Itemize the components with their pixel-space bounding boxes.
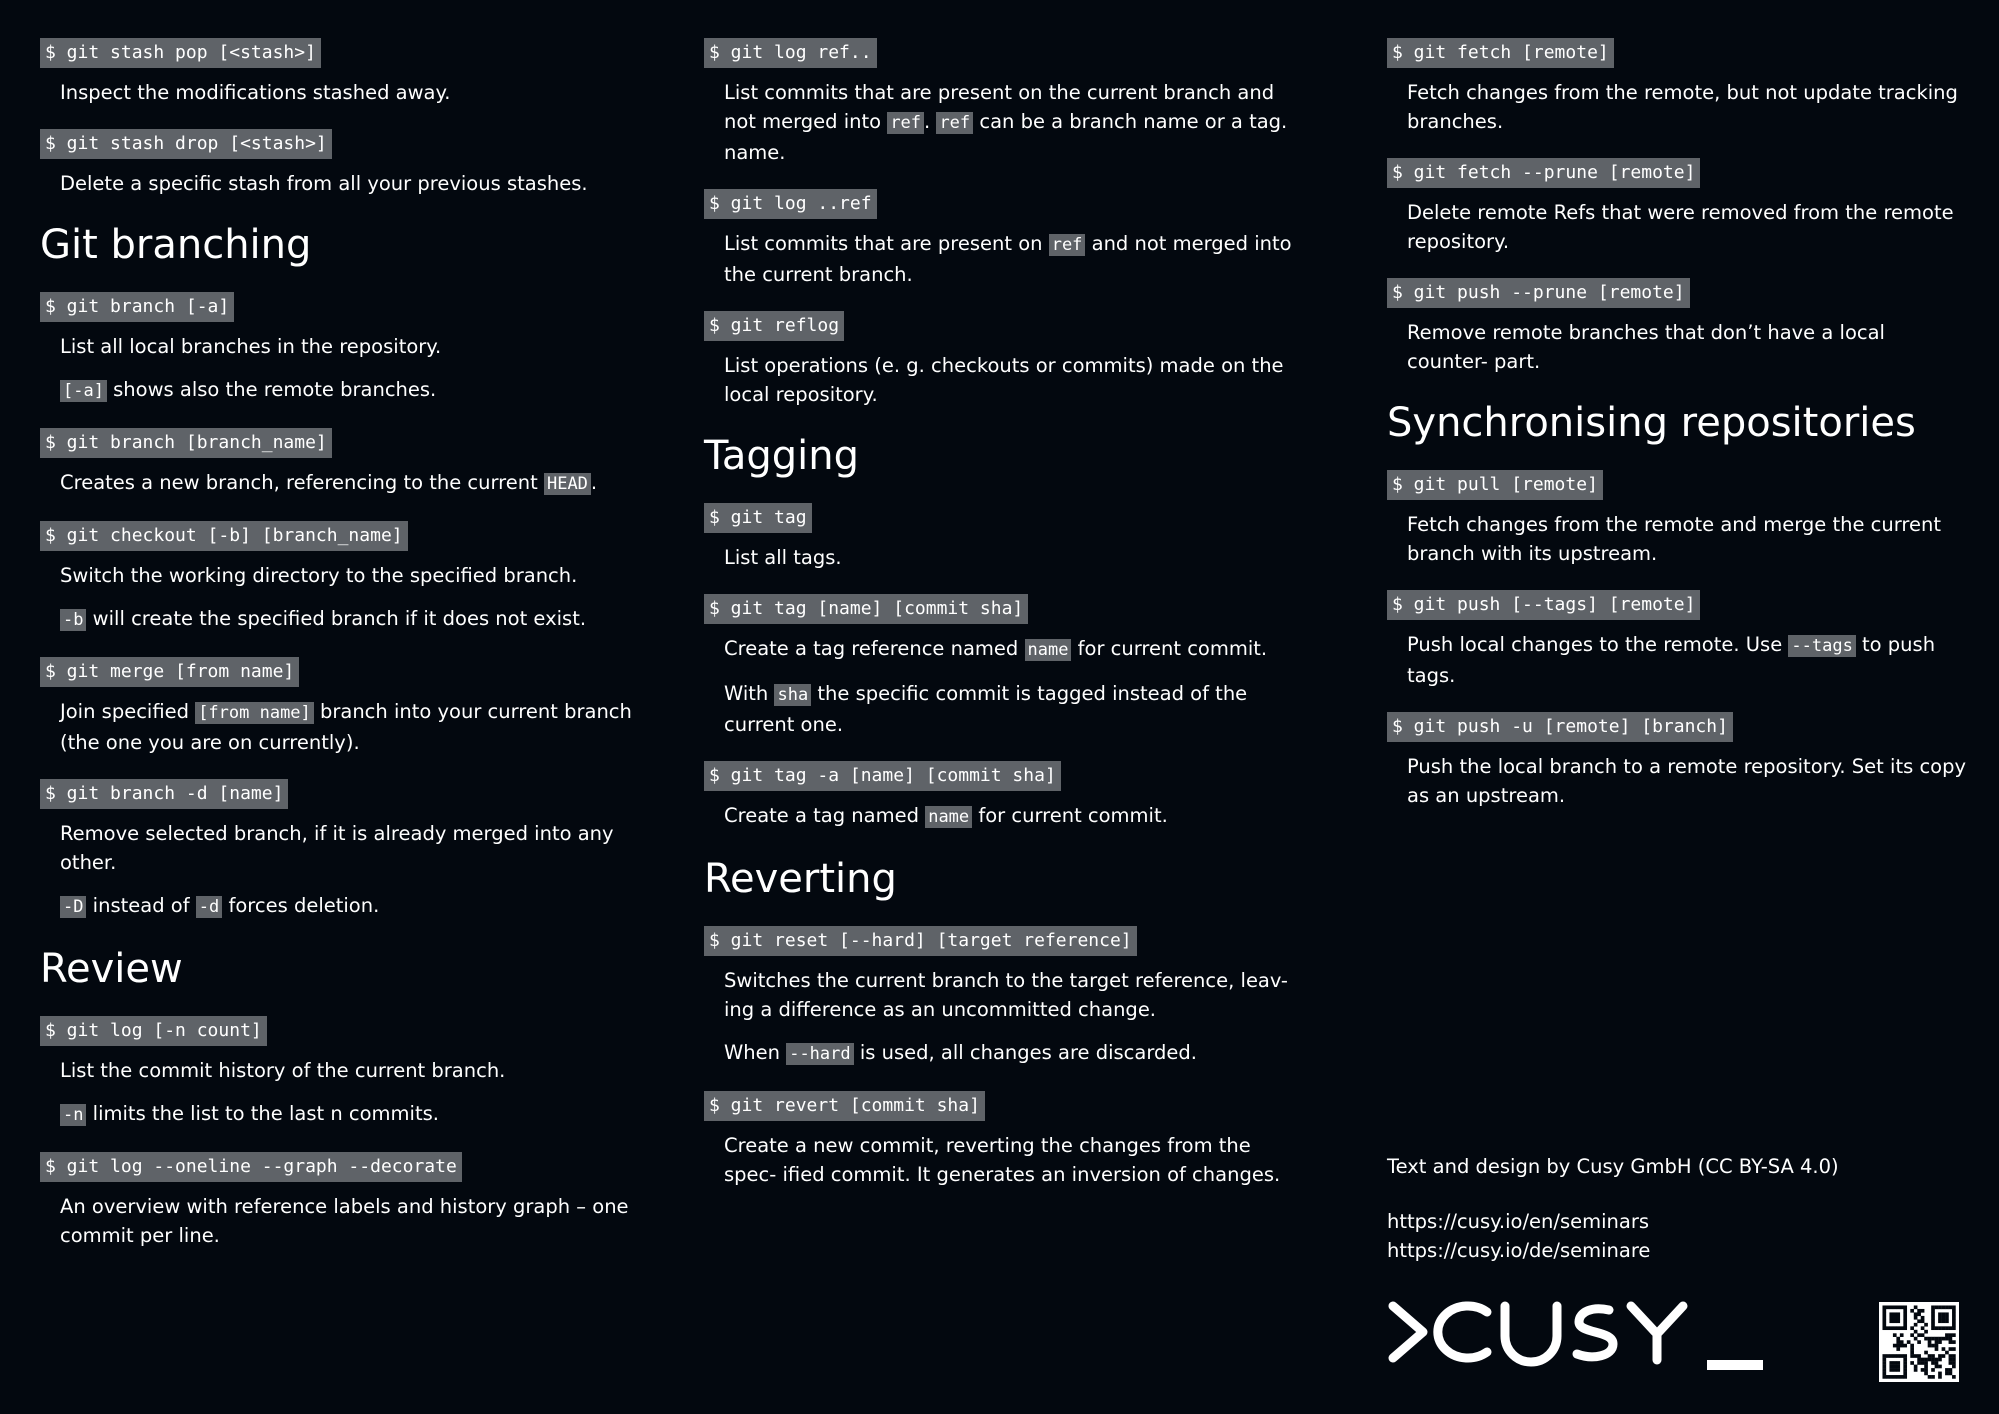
command-description: Push the local branch to a remote repository. Set its copy as an upstream. — [1407, 755, 1967, 807]
command-entry — [704, 926, 1304, 1069]
command-description: [-a] shows also the remote branches. — [60, 375, 640, 406]
command-git-log-ref: $ git log ..ref — [704, 189, 877, 219]
command-entry — [1387, 470, 1967, 568]
inline-code: HEAD — [544, 473, 591, 495]
inline-code: sha — [774, 684, 811, 706]
command-description: -n limits the list to the last n commits. — [60, 1099, 640, 1130]
command-entry — [704, 38, 1304, 167]
command-entry — [1387, 158, 1967, 256]
qr-code-icon — [1879, 1302, 1959, 1382]
command-entry — [1387, 712, 1967, 810]
command-description: Create a new commit, reverting the changes from the spec- ified commit. It generates an inversion of changes. — [724, 1134, 1281, 1186]
column-left — [40, 38, 640, 1272]
command-entry — [1387, 38, 1967, 136]
command-git-push-tags-remote: $ git push [--tags] [remote] — [1387, 590, 1700, 620]
command-description: List commits that are present on the current branch and not merged into ref . ref can be a branch name or a tag. name. — [724, 81, 1288, 164]
command-description: Delete remote Refs that were removed from the remote repository. — [1407, 201, 1954, 253]
credit-text: Text and design by Cusy GmbH (CC BY-SA 4.0) — [1387, 1155, 1839, 1178]
command-git-reset-hard-target-reference: $ git reset [--hard] [target reference] — [704, 926, 1137, 956]
inline-code: ref — [1049, 234, 1086, 256]
command-git-pull-remote: $ git pull [remote] — [1387, 470, 1603, 500]
command-git-log-n-count: $ git log [-n count] — [40, 1016, 267, 1046]
command-description: List commits that are present on ref and not merged into the current branch. — [724, 232, 1292, 286]
command-git-branch-a: $ git branch [-a] — [40, 292, 234, 322]
inline-code: --hard — [786, 1043, 853, 1065]
inline-code: -n — [60, 1104, 86, 1126]
command-description: Inspect the modifications stashed away. — [60, 81, 451, 104]
cusy-logo — [1387, 1300, 1767, 1384]
command-description: Switches the current branch to the target reference, leav- ing a difference as an uncommitted change. — [724, 969, 1288, 1021]
column-middle — [704, 38, 1304, 1211]
inline-code: name — [925, 806, 972, 828]
command-entry — [40, 1152, 640, 1250]
command-description: Create a tag named name for current commit. — [724, 804, 1168, 827]
inline-code: -d — [196, 896, 222, 918]
command-description: Switch the working directory to the specified branch. — [60, 564, 578, 587]
command-description: Push local changes to the remote. Use --tags to push tags. — [1407, 633, 1936, 687]
command-git-revert-commit-sha: $ git revert [commit sha] — [704, 1091, 985, 1121]
column-right — [1387, 38, 1967, 832]
section-heading-reverting: Reverting — [704, 856, 897, 902]
command-git-push-prune-remote: $ git push --prune [remote] — [1387, 278, 1690, 308]
command-entry — [40, 428, 640, 499]
inline-code: [-a] — [60, 380, 107, 402]
command-git-checkout-b-branch-name: $ git checkout [-b] [branch_name] — [40, 521, 408, 551]
command-description: Create a tag reference named name for current commit. — [724, 637, 1268, 660]
command-entry — [1387, 590, 1967, 690]
command-git-log-oneline-graph-decorate: $ git log --oneline --graph --decorate — [40, 1152, 462, 1182]
inline-code: name — [1025, 639, 1072, 661]
command-entry — [40, 521, 640, 635]
command-git-tag-a-name-commit-sha: $ git tag -a [name] [commit sha] — [704, 761, 1061, 791]
command-entry — [40, 1016, 640, 1130]
command-entry — [40, 129, 640, 198]
command-entry — [704, 594, 1304, 739]
command-description: Fetch changes from the remote, but not update tracking branches. — [1407, 81, 1958, 133]
command-git-tag-name-commit-sha: $ git tag [name] [commit sha] — [704, 594, 1028, 624]
command-description: An overview with reference labels and history graph – one commit per line. — [60, 1195, 629, 1247]
inline-code: ref — [936, 112, 973, 134]
command-entry — [1387, 278, 1967, 376]
command-git-merge-from-name: $ git merge [from name] — [40, 657, 299, 687]
inline-code: --tags — [1788, 635, 1855, 657]
command-entry — [40, 292, 640, 406]
command-git-fetch-remote: $ git fetch [remote] — [1387, 38, 1614, 68]
command-description: List all tags. — [724, 546, 842, 569]
command-description: -D instead of -d forces deletion. — [60, 891, 640, 922]
command-description: Fetch changes from the remote and merge the current branch with its upstream. — [1407, 513, 1941, 565]
command-description: Remove remote branches that don’t have a local counter- part. — [1407, 321, 1885, 373]
command-description: -b will create the specified branch if it does not exist. — [60, 604, 640, 635]
inline-code: [from name] — [195, 702, 314, 724]
command-description: Remove selected branch, if it is already merged into any other. — [60, 822, 614, 874]
qr-code — [1879, 1302, 1959, 1386]
section-heading-review: Review — [40, 946, 183, 992]
section-heading-tagging: Tagging — [704, 433, 859, 479]
command-git-branch-d-name: $ git branch -d [name] — [40, 779, 288, 809]
command-description: List the commit history of the current branch. — [60, 1059, 506, 1082]
command-description: When --hard is used, all changes are discarded. — [724, 1041, 1197, 1064]
command-description: List all local branches in the repository. — [60, 335, 442, 358]
command-git-reflog: $ git reflog — [704, 311, 844, 341]
command-git-stash-drop-stash: $ git stash drop [<stash>] — [40, 129, 332, 159]
command-description: List operations (e. g. checkouts or commits) made on the local repository. — [724, 354, 1284, 406]
cusy-logo-icon — [1387, 1300, 1767, 1380]
inline-code: ref — [887, 112, 924, 134]
command-entry — [704, 503, 1304, 572]
command-git-log-ref: $ git log ref.. — [704, 38, 877, 68]
command-entry — [704, 761, 1304, 832]
command-git-fetch-prune-remote: $ git fetch --prune [remote] — [1387, 158, 1700, 188]
command-git-tag: $ git tag — [704, 503, 812, 533]
command-entry — [40, 38, 640, 107]
command-description: With sha the specific commit is tagged instead of the current one. — [724, 682, 1248, 736]
seminars-link-en[interactable]: https://cusy.io/en/seminars — [1387, 1210, 1649, 1233]
seminars-link-de[interactable]: https://cusy.io/de/seminare — [1387, 1239, 1651, 1262]
command-git-branch-branch-name: $ git branch [branch_name] — [40, 428, 332, 458]
section-heading-synchronising-repositories: Synchronising repositories — [1387, 400, 1916, 446]
command-description: Creates a new branch, referencing to the current HEAD . — [60, 471, 598, 494]
section-heading-git-branching: Git branching — [40, 222, 312, 268]
inline-code: -D — [60, 896, 86, 918]
command-git-push-u-remote-branch: $ git push -u [remote] [branch] — [1387, 712, 1733, 742]
command-entry — [704, 311, 1304, 409]
command-entry — [40, 779, 640, 922]
command-git-stash-pop-stash: $ git stash pop [<stash>] — [40, 38, 321, 68]
command-entry — [704, 189, 1304, 289]
command-entry — [40, 657, 640, 757]
command-description: Join specified [from name] branch into your current branch (the one you are on currently). — [60, 700, 632, 754]
command-description: Delete a specific stash from all your previous stashes. — [60, 172, 588, 195]
command-entry — [704, 1091, 1304, 1189]
inline-code: -b — [60, 609, 86, 631]
footer — [1387, 1152, 1967, 1265]
